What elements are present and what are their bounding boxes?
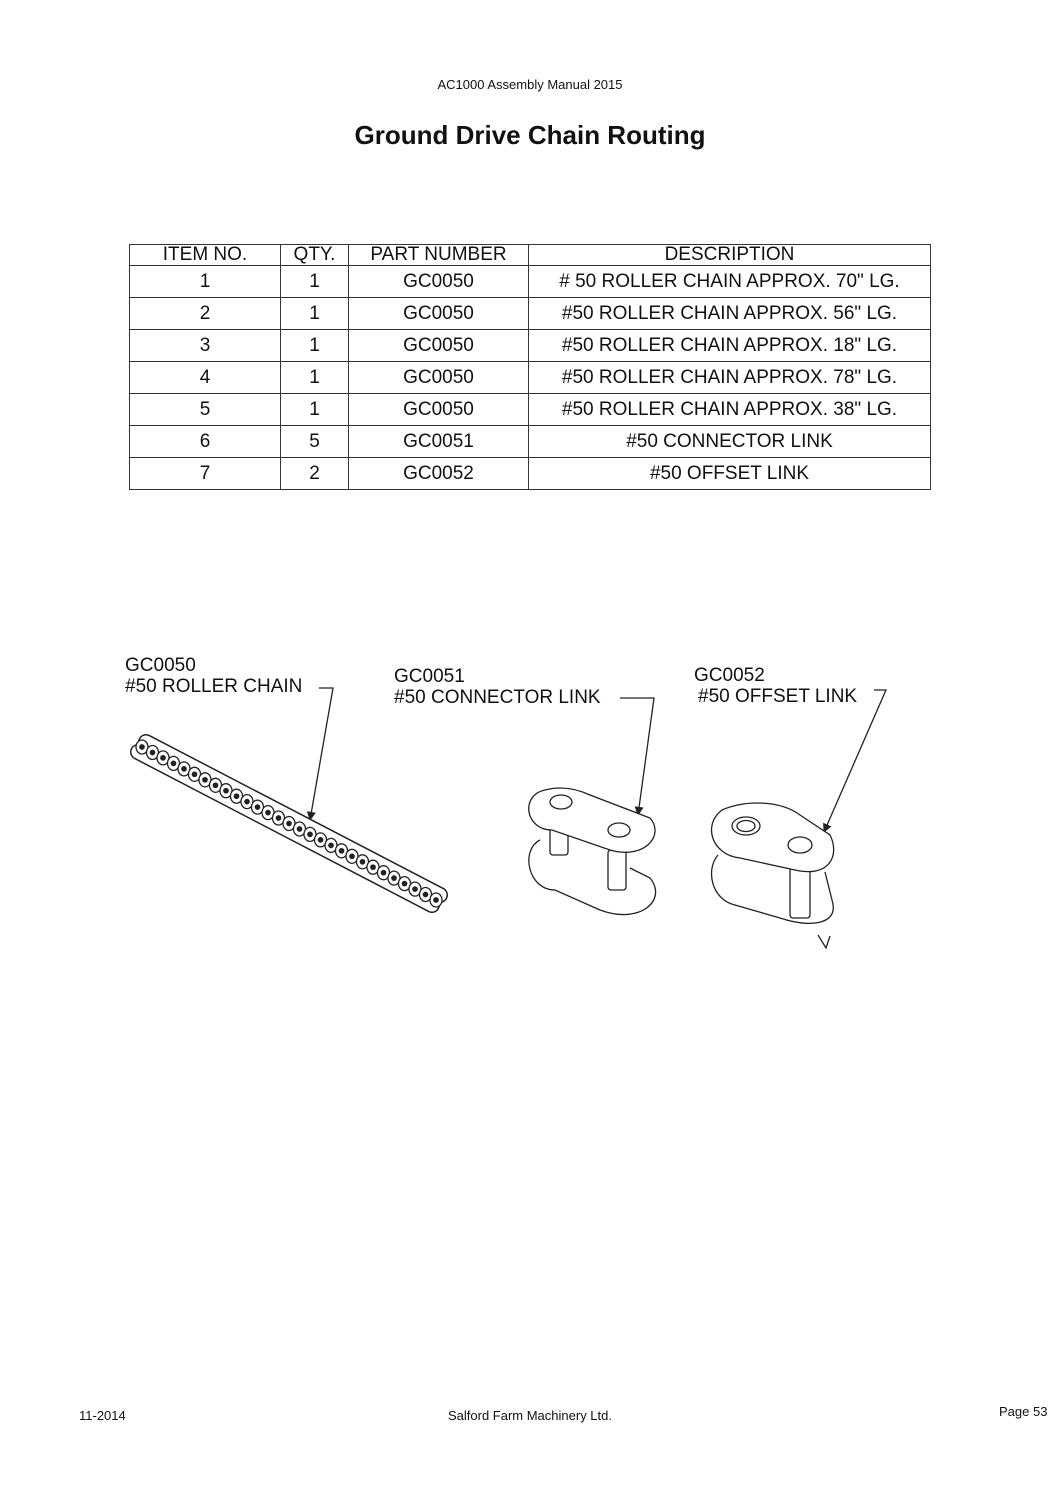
header-qty: QTY.	[281, 245, 349, 266]
qty-cell: 1	[281, 266, 349, 298]
header-item-no: ITEM NO.	[130, 245, 281, 266]
table-row	[130, 266, 931, 298]
part-number-cell: GC0050	[349, 394, 529, 426]
table-row	[130, 330, 931, 362]
footer-company: Salford Farm Machinery Ltd.	[447, 1408, 612, 1423]
description-cell: #50 ROLLER CHAIN APPROX. 78" LG.	[529, 362, 931, 394]
chain-pin	[255, 805, 259, 809]
table-row	[130, 458, 931, 490]
chain-pin	[434, 898, 438, 902]
qty-cell: 2	[281, 458, 349, 490]
connector-leader-line	[620, 698, 654, 815]
offset-part-name: #50 OFFSET LINK	[698, 686, 858, 707]
roller-chain-illustration	[136, 740, 442, 907]
chain-pin	[339, 849, 343, 853]
chain-pin	[213, 783, 217, 787]
table-row	[130, 362, 931, 394]
chain-pin	[192, 772, 196, 776]
item-no-cell: 4	[130, 362, 281, 394]
chain-pin	[182, 767, 186, 771]
table-row	[130, 298, 931, 330]
parts-drawing	[0, 600, 1060, 1000]
description-cell: #50 ROLLER CHAIN APPROX. 38" LG.	[529, 394, 931, 426]
header-description: DESCRIPTION	[529, 245, 931, 266]
connector-part-name: #50 CONNECTOR LINK	[394, 687, 601, 708]
item-no-cell: 3	[130, 330, 281, 362]
qty-cell: 1	[281, 362, 349, 394]
chain-pin	[150, 750, 154, 754]
table-header-row	[130, 245, 931, 266]
qty-cell: 1	[281, 394, 349, 426]
chain-pin	[413, 887, 417, 891]
chain-pin	[392, 876, 396, 880]
chain-pin	[360, 860, 364, 864]
chain-pin	[318, 838, 322, 842]
part-number-cell: GC0050	[349, 362, 529, 394]
offset-link-illustration	[712, 803, 834, 948]
footer-page-number: Page 53	[999, 1404, 1048, 1419]
chain-pin	[423, 892, 427, 896]
chain-pin	[287, 821, 291, 825]
part-number-cell: GC0052	[349, 458, 529, 490]
qty-cell: 1	[281, 298, 349, 330]
qty-cell: 5	[281, 426, 349, 458]
chain-pin	[224, 789, 228, 793]
connector-part-number: GC0051	[394, 666, 465, 687]
description-cell: # 50 ROLLER CHAIN APPROX. 70" LG.	[529, 266, 931, 298]
offset-part-number: GC0052	[694, 665, 765, 686]
footer-date: 11-2014	[79, 1408, 126, 1423]
chain-pin	[402, 881, 406, 885]
part-number-cell: GC0050	[349, 298, 529, 330]
chain-pin	[245, 799, 249, 803]
chain-pin	[266, 810, 270, 814]
part-number-cell: GC0051	[349, 426, 529, 458]
chain-leader-line	[310, 688, 333, 820]
chain-pin	[381, 871, 385, 875]
chain-pin	[203, 778, 207, 782]
chain-pin	[140, 745, 144, 749]
part-number-cell: GC0050	[349, 266, 529, 298]
chain-pin	[161, 756, 165, 760]
chain-part-name: #50 ROLLER CHAIN	[125, 676, 303, 697]
description-cell: #50 OFFSET LINK	[529, 458, 931, 490]
qty-cell: 1	[281, 330, 349, 362]
part-number-cell: GC0050	[349, 330, 529, 362]
chain-pin	[297, 827, 301, 831]
chain-pin	[276, 816, 280, 820]
chain-pin	[171, 761, 175, 765]
table-row	[130, 394, 931, 426]
chain-part-number: GC0050	[125, 655, 196, 676]
chain-pin	[371, 865, 375, 869]
chain-pin	[350, 854, 354, 858]
chain-pin	[234, 794, 238, 798]
connector-link-illustration	[529, 788, 656, 915]
description-cell: #50 CONNECTOR LINK	[529, 426, 931, 458]
item-no-cell: 6	[130, 426, 281, 458]
item-no-cell: 7	[130, 458, 281, 490]
chain-pin	[308, 832, 312, 836]
description-cell: #50 ROLLER CHAIN APPROX. 56" LG.	[529, 298, 931, 330]
page-title: Ground Drive Chain Routing	[354, 120, 706, 150]
item-no-cell: 1	[130, 266, 281, 298]
item-no-cell: 2	[130, 298, 281, 330]
header-part-number: PART NUMBER	[349, 245, 529, 266]
description-cell: #50 ROLLER CHAIN APPROX. 18" LG.	[529, 330, 931, 362]
offset-leader-line	[824, 690, 886, 832]
item-no-cell: 5	[130, 394, 281, 426]
chain-pin	[329, 843, 333, 847]
table-row	[130, 426, 931, 458]
parts-table	[129, 244, 931, 490]
manual-header: AC1000 Assembly Manual 2015	[437, 77, 623, 92]
